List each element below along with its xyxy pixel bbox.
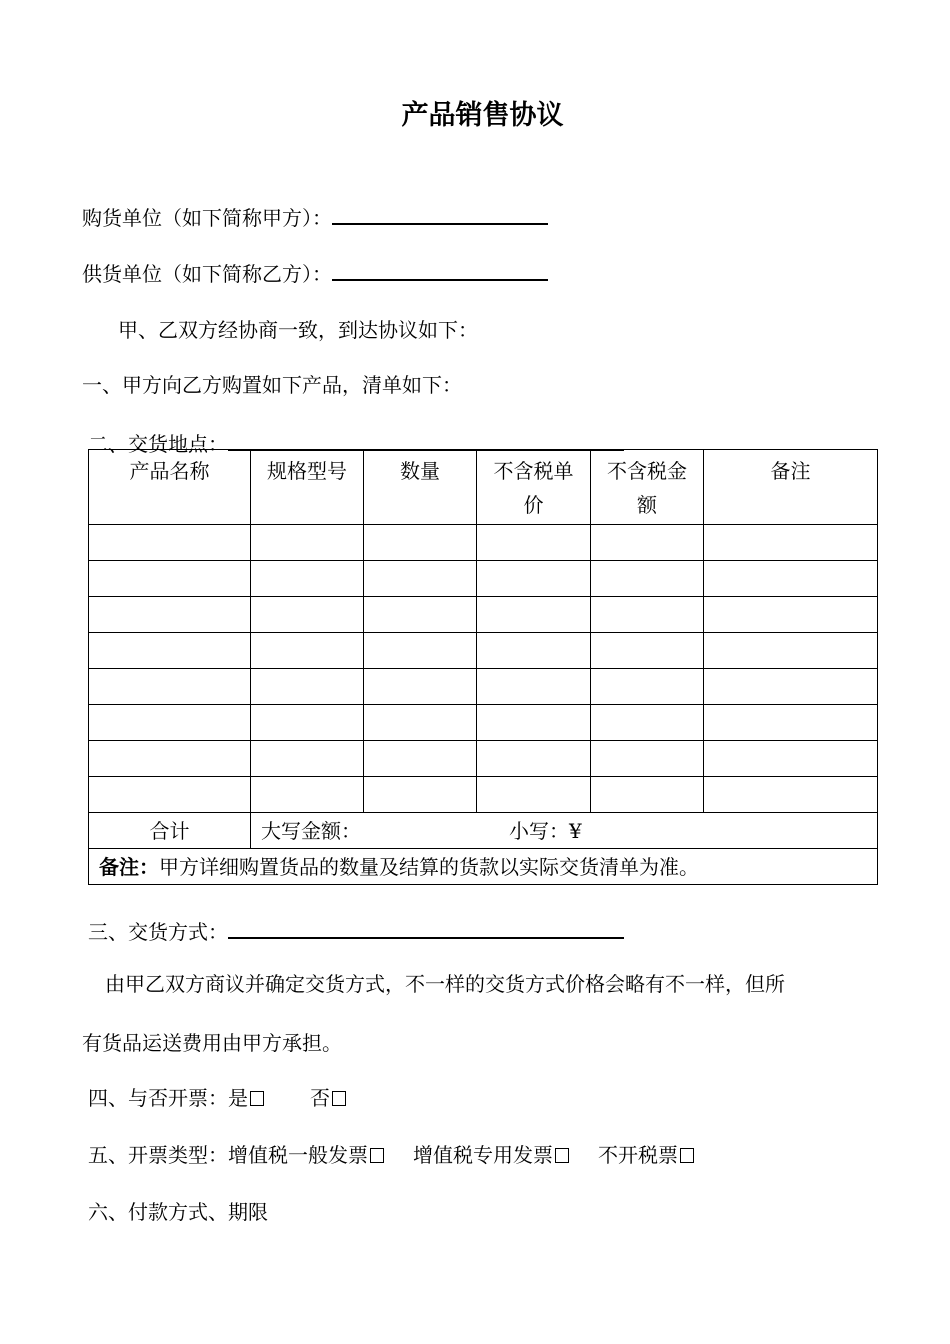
section5-line — [88, 1142, 694, 1168]
table-cell[interactable] — [89, 669, 251, 705]
table-cell[interactable] — [591, 705, 704, 741]
no-invoice-checkbox[interactable] — [680, 1148, 694, 1163]
option-yes-label: 是 — [228, 1086, 248, 1110]
table-cell[interactable] — [591, 669, 704, 705]
table-cell[interactable] — [704, 741, 878, 777]
supplier-blank[interactable] — [332, 257, 548, 281]
section3-line — [88, 915, 624, 945]
table-row — [89, 633, 878, 669]
table-row — [89, 525, 878, 561]
note-text: 甲方详细购置货品的数量及结算的货款以实际交货清单为准。 — [159, 854, 699, 879]
table-cell[interactable] — [591, 525, 704, 561]
table-cell[interactable] — [364, 633, 477, 669]
table-cell[interactable] — [89, 741, 251, 777]
supplier-label: 供货单位（如下简称乙方）： — [82, 262, 332, 286]
table-cell[interactable] — [89, 777, 251, 813]
total-amount-cell[interactable] — [251, 813, 878, 849]
section4-line — [88, 1085, 346, 1111]
table-cell[interactable] — [704, 597, 878, 633]
table-cell[interactable] — [251, 525, 364, 561]
buyer-label: 购货单位（如下简称甲方）： — [82, 206, 332, 230]
table-cell[interactable] — [364, 525, 477, 561]
header-cell: 不含税金额 — [591, 450, 704, 525]
table-row — [89, 561, 878, 597]
table-cell[interactable] — [89, 561, 251, 597]
table-cell[interactable] — [251, 705, 364, 741]
option-no-label: 否 — [310, 1086, 330, 1110]
table-cell[interactable] — [704, 669, 878, 705]
table-row — [89, 741, 878, 777]
table-cell[interactable] — [477, 633, 591, 669]
invoice-general-label: 增值税一般发票 — [228, 1143, 368, 1167]
note-row — [89, 849, 878, 885]
section6-text: 六、付款方式、期限 — [88, 1200, 268, 1224]
goods-table — [88, 449, 878, 885]
table-cell[interactable] — [364, 669, 477, 705]
table-cell[interactable] — [704, 633, 878, 669]
table-cell[interactable] — [364, 561, 477, 597]
table-header-row — [89, 450, 878, 525]
table-cell[interactable] — [89, 633, 251, 669]
no-invoice-label: 不开税票 — [598, 1143, 678, 1167]
table-cell[interactable] — [477, 561, 591, 597]
table-cell[interactable] — [704, 777, 878, 813]
table-cell[interactable] — [364, 741, 477, 777]
table-cell[interactable] — [364, 597, 477, 633]
table-cell[interactable] — [251, 561, 364, 597]
table-cell[interactable] — [89, 525, 251, 561]
table-cell[interactable] — [364, 705, 477, 741]
header-cell: 产品名称 — [89, 450, 251, 525]
table-cell[interactable] — [89, 597, 251, 633]
table-cell[interactable] — [704, 561, 878, 597]
table-cell[interactable] — [591, 597, 704, 633]
table-cell[interactable] — [704, 525, 878, 561]
header-cell: 不含税单价 — [477, 450, 591, 525]
table-cell[interactable] — [251, 669, 364, 705]
table-row — [89, 777, 878, 813]
table-cell[interactable] — [251, 741, 364, 777]
table-cell[interactable] — [477, 777, 591, 813]
table-row — [89, 597, 878, 633]
table-cell[interactable] — [251, 777, 364, 813]
section3-label: 三、交货方式： — [88, 920, 228, 944]
table-row — [89, 669, 878, 705]
section2-label: 二、交货地点： — [88, 432, 228, 456]
total-label: 合计 — [89, 813, 251, 849]
paragraph-line-1: 由甲乙双方商议并确定交货方式，不一样的交货方式价格会略有不一样，但所 — [105, 972, 785, 996]
table-cell[interactable] — [591, 561, 704, 597]
yes-checkbox[interactable] — [250, 1091, 264, 1106]
table-cell[interactable] — [477, 525, 591, 561]
table-cell[interactable] — [477, 741, 591, 777]
table-cell[interactable] — [591, 633, 704, 669]
header-cell: 规格型号 — [251, 450, 364, 525]
total-row — [89, 813, 878, 849]
section4-label: 四、与否开票： — [88, 1086, 228, 1110]
note-cell — [89, 849, 878, 885]
supplier-line — [82, 257, 548, 287]
header-cell: 数量 — [364, 450, 477, 525]
paragraph-line-2: 有货品运送费用由甲方承担。 — [82, 1031, 342, 1055]
invoice-special-checkbox[interactable] — [555, 1148, 569, 1163]
xiaoxie-label: 小写：¥ — [509, 818, 582, 843]
section5-label: 五、开票类型： — [88, 1143, 228, 1167]
table-cell[interactable] — [251, 597, 364, 633]
table-cell[interactable] — [364, 777, 477, 813]
document-title: 产品销售协议 — [401, 100, 564, 131]
intro-text: 甲、乙双方经协商一致，到达协议如下： — [118, 318, 478, 342]
table-cell[interactable] — [591, 741, 704, 777]
note-label: 备注： — [99, 854, 159, 879]
invoice-special-label: 增值税专用发票 — [413, 1143, 553, 1167]
buyer-blank[interactable] — [332, 201, 548, 225]
delivery-location-blank[interactable] — [228, 427, 624, 451]
daxie-label: 大写金额： — [261, 818, 361, 843]
section1-text: 一、甲方向乙方购置如下产品，清单如下： — [82, 373, 462, 397]
table-cell[interactable] — [477, 705, 591, 741]
table-row — [89, 705, 878, 741]
table-cell[interactable] — [89, 705, 251, 741]
header-cell: 备注 — [704, 450, 878, 525]
table-cell[interactable] — [477, 597, 591, 633]
delivery-method-blank[interactable] — [228, 915, 624, 939]
invoice-general-checkbox[interactable] — [370, 1148, 384, 1163]
table-cell[interactable] — [591, 777, 704, 813]
table-cell[interactable] — [704, 705, 878, 741]
buyer-line — [82, 201, 548, 231]
table-cell[interactable] — [251, 633, 364, 669]
no-checkbox[interactable] — [332, 1091, 346, 1106]
table-cell[interactable] — [477, 669, 591, 705]
